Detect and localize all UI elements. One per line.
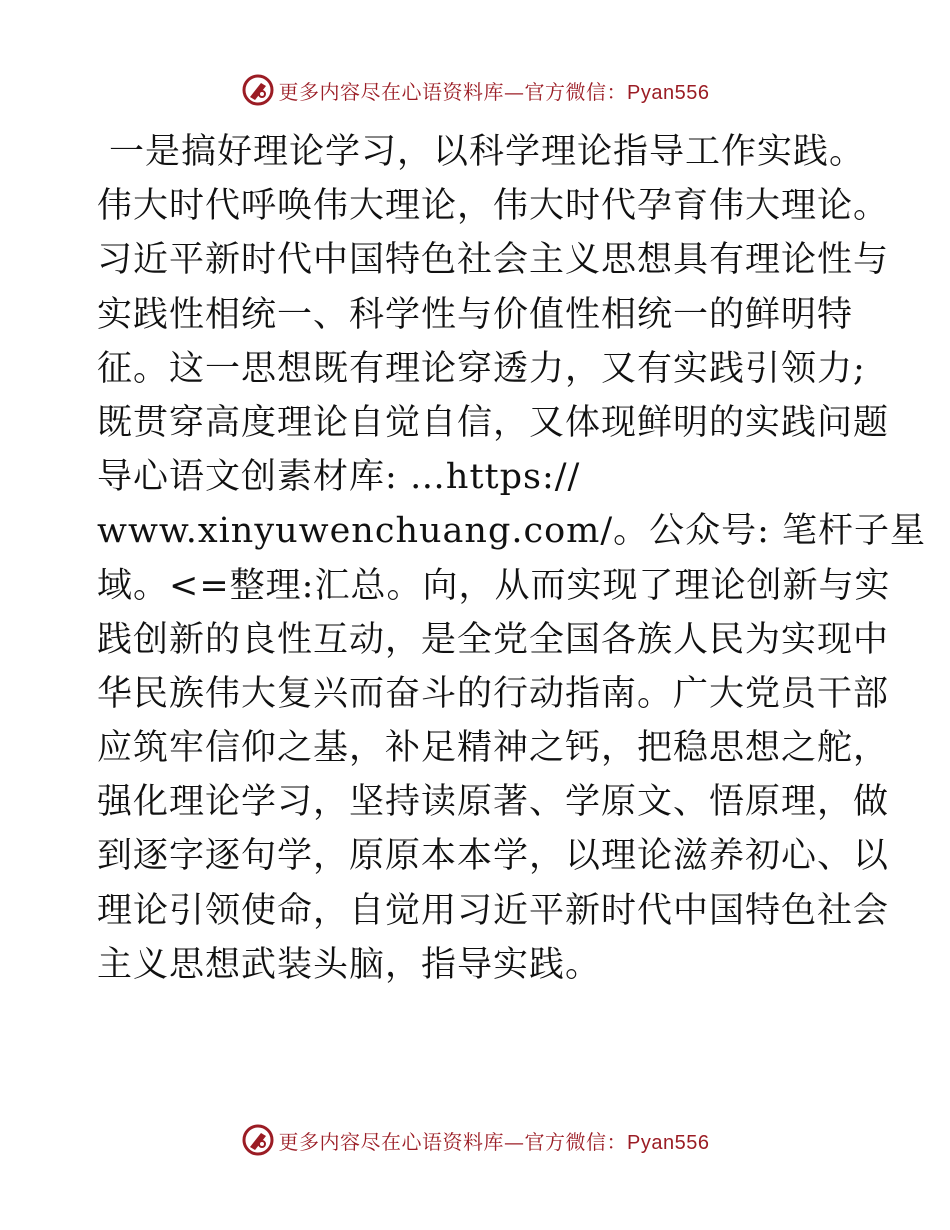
body-line: 域。<=整理:汇总。向，从而实现了理论创新与实 — [97, 565, 891, 606]
logo-icon — [241, 1123, 275, 1157]
header-wechat-id: Pyan556 — [627, 81, 710, 104]
body-line: 应筑牢信仰之基，补足精神之钙，把稳思想之舵， — [97, 728, 890, 769]
header-banner-text: 更多内容尽在心语资料库—官方微信：Pyan556 — [278, 79, 710, 104]
body-line: 践创新的良性互动，是全党全国各族人民为实现中 — [97, 619, 890, 660]
body-line: 实践性相统一、科学性与价值性相统一的鲜明特 — [97, 294, 854, 335]
logo-icon — [241, 73, 275, 107]
body-line: 到逐字逐句学，原原本本学，以理论滋养初心、以 — [97, 836, 890, 877]
footer-wechat-id: Pyan556 — [627, 1131, 710, 1154]
body-line: 主义思想武装头脑，指导实践。 — [97, 944, 602, 985]
footer-banner — [0, 1120, 950, 1160]
body-line: 伟大时代呼唤伟大理论，伟大时代孕育伟大理论。 — [97, 186, 890, 227]
document-body — [97, 125, 927, 992]
body-line: 理论引领使命，自觉用习近平新时代中国特色社会 — [97, 890, 890, 931]
header-banner — [0, 70, 950, 110]
body-line: 习近平新时代中国特色社会主义思想具有理论性与 — [97, 240, 890, 281]
body-line: 征。这一思想既有理论穿透力，又有实践引领力; — [97, 348, 866, 389]
body-line: 既贯穿高度理论自觉自信，又体现鲜明的实践问题 — [97, 402, 890, 443]
footer-banner-text: 更多内容尽在心语资料库—官方微信：Pyan556 — [278, 1129, 710, 1154]
body-line: www.xinyuwenchuang.com/。公众号: 笔杆子星 — [97, 511, 927, 552]
body-line: 一是搞好理论学习，以科学理论指导工作实践。 — [109, 132, 866, 172]
body-line: 华民族伟大复兴而奋斗的行动指南。广大党员干部 — [97, 673, 890, 714]
body-line: 强化理论学习，坚持读原著、学原文、悟原理，做 — [97, 782, 890, 823]
body-line: 导心语文创素材库: …https:// — [97, 457, 581, 498]
